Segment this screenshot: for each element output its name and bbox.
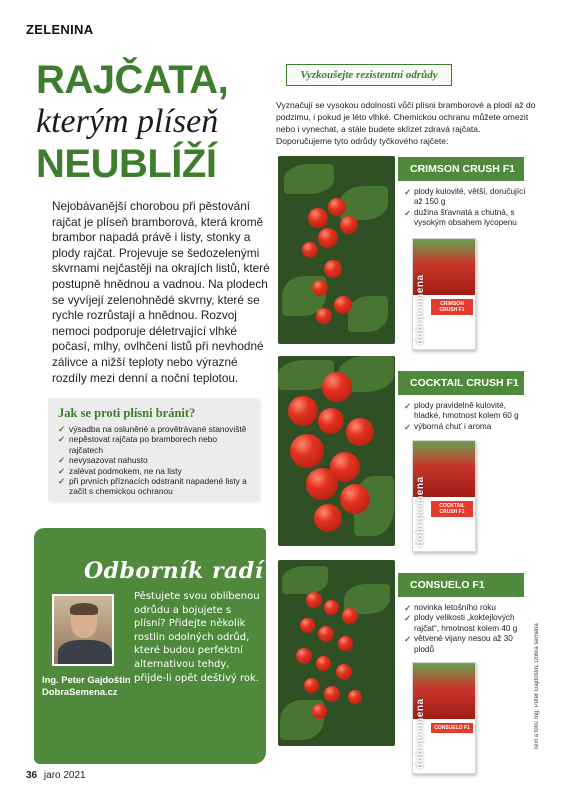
- issue-label: jaro 2021: [43, 770, 86, 781]
- variety-features-crimson: [404, 187, 529, 229]
- tips-list: [58, 424, 248, 497]
- variety-title-consuelo: CONSUELO F1: [398, 573, 524, 597]
- photo-credit: Text a foto: Ing. Peter Gajdoštin, Dobrá semena: [534, 623, 540, 750]
- check-icon: ✓: [58, 424, 66, 434]
- seed-packet-consuelo: [412, 662, 476, 774]
- resistant-varieties-intro: Vyznačují se vysokou odolností vůči plísni bramborové a plodí až do podzimu, i pokud je léto vlhké. Chemickou ochranu můžete omezit nebo i vynechat, a stále budete sklízet zdravá rajčata. Doporučujeme tyto odrůdy tyčkového rajčete:: [276, 100, 536, 146]
- page-footer: [26, 770, 86, 781]
- check-icon: ✓: [58, 434, 66, 445]
- variety-feature: ✓ výborná chuť i aroma: [404, 421, 492, 432]
- advice-text: Pěstujete svou oblíbenou odrůdu a bojujete s plísní? Přidejte několik rostlin odolných odrůd, které budou perfektní alternativou tehdy, přijde-li opět deštivý rok.: [134, 591, 260, 684]
- check-icon: ✓: [404, 613, 412, 624]
- expert-advice-box: [34, 528, 266, 764]
- packet-brand: dobrasemena: [415, 698, 426, 769]
- page-number: 36: [26, 770, 38, 781]
- seed-packet-crimson: [412, 238, 476, 350]
- headline-line-3: NEUBLÍŽÍ: [36, 142, 217, 186]
- check-icon: ✓: [404, 401, 412, 411]
- variety-feature: ✓ novinka letošního roku: [404, 603, 496, 613]
- tip-item: ✓ nepěstovat rajčata po bramborech nebo rajčatech: [58, 434, 218, 455]
- headline-line-1: RAJČATA,: [36, 58, 229, 102]
- check-icon: ✓: [404, 634, 412, 645]
- tomato-photo-cocktail: [278, 356, 395, 546]
- packet-label: CRIMSON CRUSH F1: [431, 299, 473, 315]
- variety-feature: ✓ plody pravidelně kulovité, hladké, hmotnost kolem 60 g: [404, 401, 519, 421]
- tips-box: [48, 398, 258, 500]
- variety-title-cocktail: COCKTAIL CRUSH F1: [398, 371, 524, 395]
- check-icon: ✓: [58, 476, 66, 487]
- packet-brand: dobrasemena: [415, 476, 426, 547]
- variety-feature: ✓ dužina šťavnatá a chutná, s vysokým obsahem lycopenu: [404, 207, 517, 228]
- headline: [36, 58, 266, 186]
- tomato-photo-crimson: [278, 156, 395, 344]
- section-label: ZELENINA: [26, 22, 94, 37]
- check-icon: ✓: [404, 207, 412, 218]
- check-icon: ✓: [58, 455, 66, 466]
- tip-item: ✓ při prvních příznacích odstranit napadené listy a začít s chemickou ochranou: [58, 476, 247, 497]
- headline-line-2: kterým plíseň: [36, 103, 219, 140]
- variety-title-crimson: CRIMSON CRUSH F1: [398, 157, 524, 181]
- variety-feature: ✓ plody kulovité, větší, doručující až 150 g: [404, 187, 526, 207]
- check-icon: ✓: [404, 421, 412, 432]
- tomato-photo-consuelo: [278, 560, 395, 746]
- expert-photo: [52, 594, 114, 666]
- variety-features-consuelo: [404, 603, 529, 655]
- expert-name: Ing. Peter Gajdoštin: [42, 674, 131, 685]
- packet-label: CONSUELO F1: [431, 723, 473, 733]
- packet-brand: dobrasemena: [415, 274, 426, 345]
- resistant-varieties-heading: Vyzkoušejte rezistentní odrůdy: [286, 64, 452, 86]
- variety-features-cocktail: [404, 401, 529, 432]
- variety-feature: ✓ plody velikosti „koktejlových rajčat“, hmotnost kolem 40 g: [404, 613, 518, 633]
- intro-paragraph: Nejobávanější chorobou při pěstování rajčat je plíseň bramborová, která kromě brambor napadá právě i listy, stonky a plody rajčat. Projevuje se šedozelenými skvrnami nejčastěji na okrajích listů, které postupně hnědnou a vadnou. Na plodech se vyvíjejí zelenohnědé skvrny, které se rychle rozrůstají a hnědnou. Rozvoj nemoci podporuje déletrvající vlhké počasí, mlhy, ovlhčení listů při nevhodné zálivce a nižší teploty nebo výrazné rozdíly mezi denní a noční teplotou.: [52, 199, 270, 385]
- expert-credit: [42, 674, 132, 698]
- seed-packet-cocktail: [412, 440, 476, 552]
- variety-feature: ✓ větvené vijany nesou až 30 plodů: [404, 634, 513, 654]
- advice-title: Odborník radí: [84, 558, 264, 584]
- tip-item: ✓ nevysazovat nahusto: [58, 455, 148, 466]
- check-icon: ✓: [58, 465, 66, 476]
- expert-company: DobraSemena.cz: [42, 686, 118, 697]
- tip-item: ✓ zalévat podmokem, ne na listy: [58, 465, 182, 476]
- tips-title: Jak se proti plísni bránit?: [58, 406, 196, 420]
- check-icon: ✓: [404, 187, 412, 197]
- check-icon: ✓: [404, 603, 412, 613]
- tip-item: ✓ výsadba na osluněné a provětrávané stanoviště: [58, 424, 247, 434]
- packet-label: COCKTAIL CRUSH F1: [431, 501, 473, 517]
